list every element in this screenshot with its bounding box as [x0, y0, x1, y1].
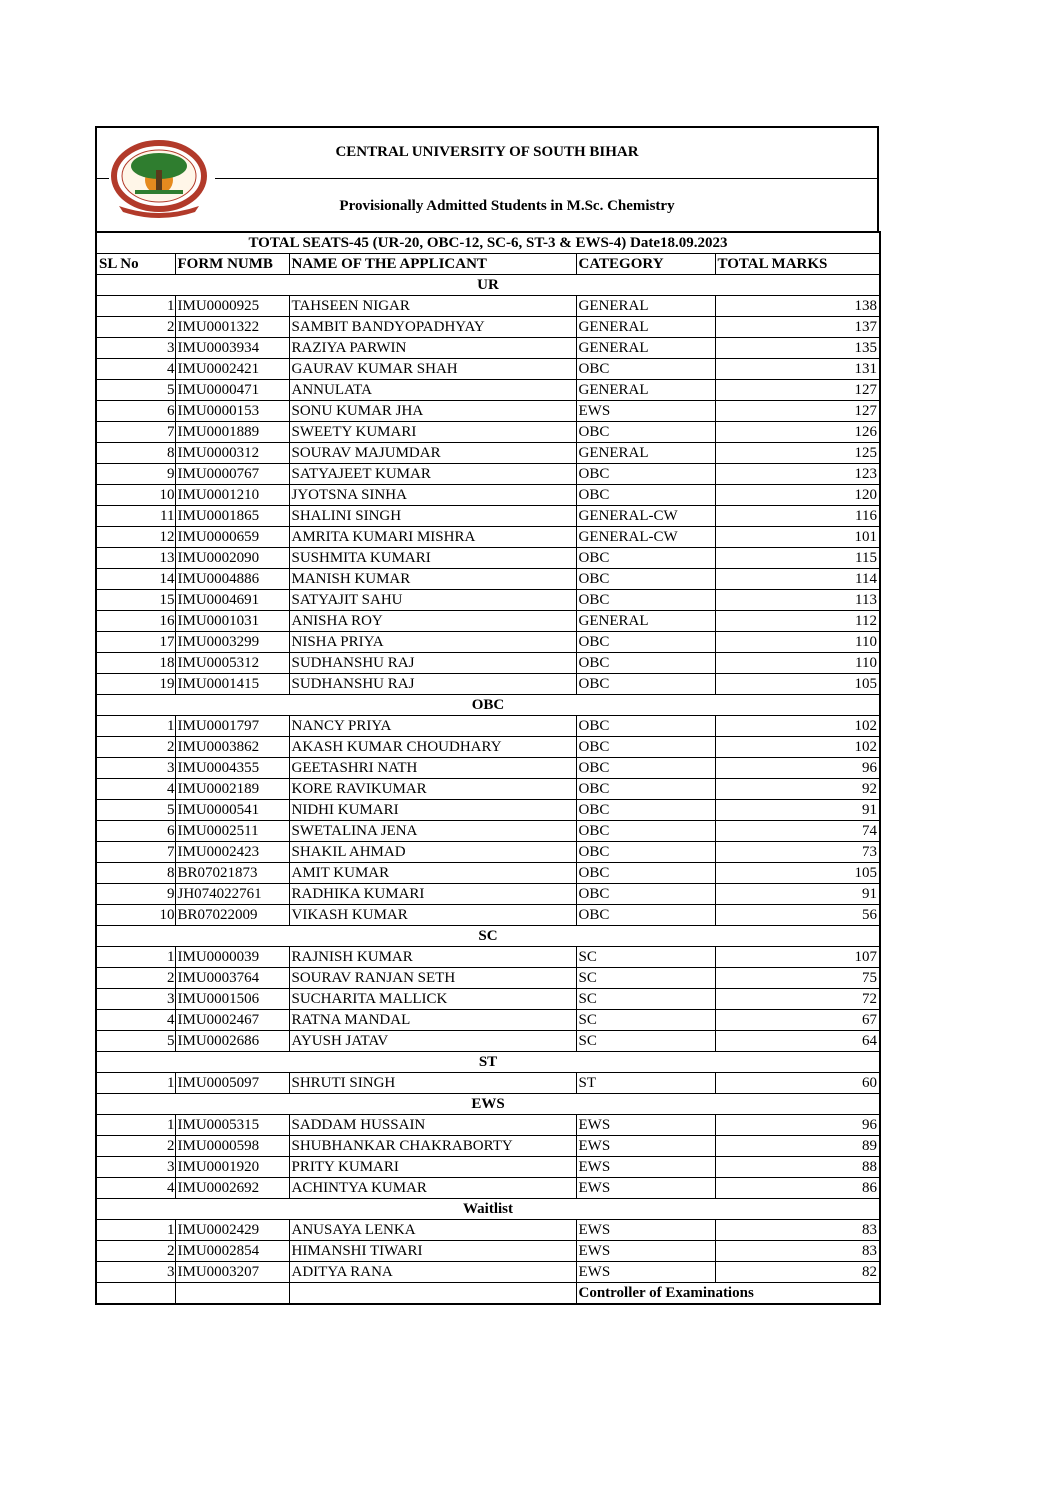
cell-marks: 83 — [715, 1220, 880, 1241]
table-row — [96, 779, 880, 800]
cell-sl: 18 — [96, 653, 175, 674]
cell-form: IMU0001920 — [175, 1157, 289, 1178]
cell-category: GENERAL-CW — [576, 527, 715, 548]
cell-category: OBC — [576, 863, 715, 884]
cell-form: IMU0002429 — [175, 1220, 289, 1241]
cell-marks: 131 — [715, 359, 880, 380]
cell-name: TAHSEEN NIGAR — [289, 296, 576, 317]
section-header-row — [96, 926, 880, 947]
cell-form: IMU0003862 — [175, 737, 289, 758]
cell-category: GENERAL — [576, 296, 715, 317]
cell-name: SUSHMITA KUMARI — [289, 548, 576, 569]
table-row — [96, 527, 880, 548]
cell-marks: 96 — [715, 758, 880, 779]
cell-name: AMRITA KUMARI MISHRA — [289, 527, 576, 548]
cell-name: ANUSAYA LENKA — [289, 1220, 576, 1241]
cell-name: SADDAM HUSSAIN — [289, 1115, 576, 1136]
table-row — [96, 548, 880, 569]
seats-summary-row — [96, 232, 880, 254]
cell-form: IMU0003764 — [175, 968, 289, 989]
table-row — [96, 632, 880, 653]
footer-empty-cell — [96, 1283, 175, 1305]
cell-category: GENERAL — [576, 338, 715, 359]
cell-form: IMU0001797 — [175, 716, 289, 737]
table-row — [96, 338, 880, 359]
cell-form: IMU0000312 — [175, 443, 289, 464]
cell-marks: 60 — [715, 1073, 880, 1094]
section-header-row — [96, 275, 880, 296]
admission-table — [95, 231, 881, 1305]
cell-form: IMU0000471 — [175, 380, 289, 401]
cell-sl: 8 — [96, 443, 175, 464]
table-row — [96, 758, 880, 779]
cell-sl: 19 — [96, 674, 175, 695]
cell-name: AYUSH JATAV — [289, 1031, 576, 1052]
table-row — [96, 422, 880, 443]
cell-name: SHUBHANKAR CHAKRABORTY — [289, 1136, 576, 1157]
cell-marks: 101 — [715, 527, 880, 548]
cell-category: OBC — [576, 716, 715, 737]
cell-sl: 1 — [96, 1073, 175, 1094]
cell-form: IMU0000925 — [175, 296, 289, 317]
cell-marks: 125 — [715, 443, 880, 464]
cell-sl: 5 — [96, 800, 175, 821]
cell-form: IMU0003299 — [175, 632, 289, 653]
table-row — [96, 1178, 880, 1199]
section-header-row — [96, 1199, 880, 1220]
section-title: OBC — [96, 695, 880, 716]
cell-form: IMU0000767 — [175, 464, 289, 485]
cell-form: IMU0001322 — [175, 317, 289, 338]
cell-sl: 10 — [96, 905, 175, 926]
cell-name: JYOTSNA SINHA — [289, 485, 576, 506]
cell-category: SC — [576, 989, 715, 1010]
table-row — [96, 569, 880, 590]
cell-category: OBC — [576, 737, 715, 758]
cell-marks: 88 — [715, 1157, 880, 1178]
footer-empty-cell — [175, 1283, 289, 1305]
cell-form: IMU0005097 — [175, 1073, 289, 1094]
table-row — [96, 821, 880, 842]
cell-sl: 9 — [96, 464, 175, 485]
cell-form: IMU0000541 — [175, 800, 289, 821]
cell-name: SHAKIL AHMAD — [289, 842, 576, 863]
cell-marks: 73 — [715, 842, 880, 863]
cell-category: OBC — [576, 905, 715, 926]
document-header — [95, 126, 879, 231]
cell-marks: 105 — [715, 863, 880, 884]
cell-name: SUDHANSHU RAJ — [289, 653, 576, 674]
header-divider — [215, 178, 877, 179]
cell-sl: 2 — [96, 968, 175, 989]
cell-sl: 4 — [96, 359, 175, 380]
cell-marks: 67 — [715, 1010, 880, 1031]
cell-category: OBC — [576, 674, 715, 695]
column-header-category: CATEGORY — [576, 254, 715, 275]
cell-form: IMU0001415 — [175, 674, 289, 695]
table-row — [96, 800, 880, 821]
cell-marks: 107 — [715, 947, 880, 968]
cell-sl: 2 — [96, 1136, 175, 1157]
cell-form: IMU0004355 — [175, 758, 289, 779]
table-row — [96, 485, 880, 506]
table-row — [96, 674, 880, 695]
cell-category: OBC — [576, 632, 715, 653]
cell-marks: 110 — [715, 632, 880, 653]
section-header-row — [96, 1052, 880, 1073]
cell-form: IMU0002511 — [175, 821, 289, 842]
cell-category: OBC — [576, 359, 715, 380]
cell-name: RADHIKA KUMARI — [289, 884, 576, 905]
table-row — [96, 989, 880, 1010]
cell-form: IMU0002189 — [175, 779, 289, 800]
cell-category: SC — [576, 968, 715, 989]
cell-category: SC — [576, 947, 715, 968]
table-row — [96, 1262, 880, 1283]
cell-form: IMU0000659 — [175, 527, 289, 548]
cell-category: GENERAL-CW — [576, 506, 715, 527]
cell-form: IMU0000153 — [175, 401, 289, 422]
cell-form: IMU0004886 — [175, 569, 289, 590]
cell-marks: 89 — [715, 1136, 880, 1157]
cell-name: SAMBIT BANDYOPADHYAY — [289, 317, 576, 338]
signature-label: Controller of Examinations — [576, 1283, 880, 1305]
cell-marks: 75 — [715, 968, 880, 989]
table-row — [96, 905, 880, 926]
cell-form: IMU0001889 — [175, 422, 289, 443]
cell-marks: 138 — [715, 296, 880, 317]
cell-marks: 120 — [715, 485, 880, 506]
cell-category: OBC — [576, 758, 715, 779]
cell-form: IMU0004691 — [175, 590, 289, 611]
cell-form: IMU0002090 — [175, 548, 289, 569]
cell-category: OBC — [576, 569, 715, 590]
cell-sl: 8 — [96, 863, 175, 884]
table-row — [96, 716, 880, 737]
cell-sl: 14 — [96, 569, 175, 590]
cell-form: JH074022761 — [175, 884, 289, 905]
cell-marks: 127 — [715, 401, 880, 422]
cell-category: EWS — [576, 1136, 715, 1157]
cell-name: ANISHA ROY — [289, 611, 576, 632]
cell-sl: 5 — [96, 1031, 175, 1052]
cell-marks: 102 — [715, 737, 880, 758]
cell-form: IMU0002692 — [175, 1178, 289, 1199]
cell-sl: 3 — [96, 758, 175, 779]
cell-sl: 1 — [96, 947, 175, 968]
cell-category: OBC — [576, 842, 715, 863]
table-row — [96, 842, 880, 863]
university-title: CENTRAL UNIVERSITY OF SOUTH BIHAR — [335, 144, 639, 160]
cell-name: ADITYA RANA — [289, 1262, 576, 1283]
table-row — [96, 968, 880, 989]
cell-form: IMU0001865 — [175, 506, 289, 527]
cell-name: SOURAV MAJUMDAR — [289, 443, 576, 464]
cell-category: EWS — [576, 1262, 715, 1283]
cell-sl: 3 — [96, 1262, 175, 1283]
cell-sl: 7 — [96, 842, 175, 863]
cell-marks: 135 — [715, 338, 880, 359]
seats-summary: TOTAL SEATS-45 (UR-20, OBC-12, SC-6, ST-3 & EWS-4) Date18.09.2023 — [96, 232, 880, 254]
table-row — [96, 380, 880, 401]
cell-marks: 91 — [715, 884, 880, 905]
cell-name: SATYAJEET KUMAR — [289, 464, 576, 485]
cell-marks: 72 — [715, 989, 880, 1010]
cell-sl: 13 — [96, 548, 175, 569]
cell-sl: 17 — [96, 632, 175, 653]
table-row — [96, 884, 880, 905]
cell-name: KORE RAVIKUMAR — [289, 779, 576, 800]
cell-form: BR07021873 — [175, 863, 289, 884]
cell-category: OBC — [576, 653, 715, 674]
table-row — [96, 737, 880, 758]
table-row — [96, 1220, 880, 1241]
cell-category: OBC — [576, 779, 715, 800]
table-row — [96, 401, 880, 422]
column-header-name: NAME OF THE APPLICANT — [289, 254, 576, 275]
cell-name: ANNULATA — [289, 380, 576, 401]
cell-form: IMU0002423 — [175, 842, 289, 863]
footer-row — [96, 1283, 880, 1305]
footer-empty-cell — [289, 1283, 576, 1305]
cell-marks: 114 — [715, 569, 880, 590]
cell-sl: 4 — [96, 1178, 175, 1199]
cell-name: RATNA MANDAL — [289, 1010, 576, 1031]
cell-name: ACHINTYA KUMAR — [289, 1178, 576, 1199]
cell-category: GENERAL — [576, 443, 715, 464]
cell-marks: 127 — [715, 380, 880, 401]
cell-sl: 11 — [96, 506, 175, 527]
cell-name: PRITY KUMARI — [289, 1157, 576, 1178]
cell-category: OBC — [576, 821, 715, 842]
table-row — [96, 653, 880, 674]
table-row — [96, 590, 880, 611]
column-header-sl: SL No — [96, 254, 175, 275]
table-row — [96, 947, 880, 968]
cell-marks: 102 — [715, 716, 880, 737]
cell-category: SC — [576, 1010, 715, 1031]
cell-marks: 74 — [715, 821, 880, 842]
cell-name: AMIT KUMAR — [289, 863, 576, 884]
cell-form: IMU0005312 — [175, 653, 289, 674]
cell-category: OBC — [576, 590, 715, 611]
cell-sl: 2 — [96, 737, 175, 758]
cell-name: VIKASH KUMAR — [289, 905, 576, 926]
cell-name: SWEETY KUMARI — [289, 422, 576, 443]
cell-sl: 3 — [96, 1157, 175, 1178]
table-row — [96, 863, 880, 884]
table-row — [96, 611, 880, 632]
admission-list-sheet — [95, 126, 879, 1305]
cell-marks: 91 — [715, 800, 880, 821]
cell-sl: 15 — [96, 590, 175, 611]
cell-marks: 82 — [715, 1262, 880, 1283]
cell-marks: 112 — [715, 611, 880, 632]
cell-name: SATYAJIT SAHU — [289, 590, 576, 611]
cell-marks: 83 — [715, 1241, 880, 1262]
cell-name: SOURAV RANJAN SETH — [289, 968, 576, 989]
cell-form: IMU0001031 — [175, 611, 289, 632]
cell-name: GAURAV KUMAR SHAH — [289, 359, 576, 380]
cell-sl: 1 — [96, 716, 175, 737]
cell-name: MANISH KUMAR — [289, 569, 576, 590]
cell-marks: 116 — [715, 506, 880, 527]
table-row — [96, 1115, 880, 1136]
section-header-row — [96, 695, 880, 716]
table-row — [96, 1010, 880, 1031]
cell-marks: 115 — [715, 548, 880, 569]
cell-category: EWS — [576, 1178, 715, 1199]
cell-sl: 3 — [96, 989, 175, 1010]
section-title: UR — [96, 275, 880, 296]
cell-name: NISHA PRIYA — [289, 632, 576, 653]
cell-sl: 12 — [96, 527, 175, 548]
cell-form: IMU0000598 — [175, 1136, 289, 1157]
cell-category: GENERAL — [576, 317, 715, 338]
cell-name: RAZIYA PARWIN — [289, 338, 576, 359]
cell-marks: 96 — [715, 1115, 880, 1136]
cell-sl: 3 — [96, 338, 175, 359]
section-header-row — [96, 1094, 880, 1115]
cell-name: HIMANSHI TIWARI — [289, 1241, 576, 1262]
cell-category: ST — [576, 1073, 715, 1094]
table-row — [96, 1073, 880, 1094]
cell-category: SC — [576, 1031, 715, 1052]
cell-marks: 110 — [715, 653, 880, 674]
cell-name: SHRUTI SINGH — [289, 1073, 576, 1094]
cell-category: OBC — [576, 884, 715, 905]
column-header-form: FORM NUMB — [175, 254, 289, 275]
cell-sl: 9 — [96, 884, 175, 905]
cell-marks: 113 — [715, 590, 880, 611]
cell-category: EWS — [576, 1157, 715, 1178]
table-row — [96, 296, 880, 317]
table-row — [96, 1157, 880, 1178]
cell-sl: 16 — [96, 611, 175, 632]
cell-name: SUCHARITA MALLICK — [289, 989, 576, 1010]
cell-category: OBC — [576, 800, 715, 821]
cell-sl: 7 — [96, 422, 175, 443]
cell-category: GENERAL — [576, 611, 715, 632]
cell-form: IMU0001210 — [175, 485, 289, 506]
cell-name: AKASH KUMAR CHOUDHARY — [289, 737, 576, 758]
column-header-marks: TOTAL MARKS — [715, 254, 880, 275]
cell-sl: 4 — [96, 779, 175, 800]
cell-category: OBC — [576, 464, 715, 485]
table-row — [96, 464, 880, 485]
table-row — [96, 506, 880, 527]
table-row — [96, 1136, 880, 1157]
cell-marks: 92 — [715, 779, 880, 800]
cell-name: RAJNISH KUMAR — [289, 947, 576, 968]
cell-sl: 6 — [96, 821, 175, 842]
cell-sl: 1 — [96, 296, 175, 317]
cell-sl: 1 — [96, 1220, 175, 1241]
cell-category: OBC — [576, 548, 715, 569]
cell-form: IMU0002467 — [175, 1010, 289, 1031]
cell-name: SUDHANSHU RAJ — [289, 674, 576, 695]
cell-sl: 2 — [96, 317, 175, 338]
cell-form: IMU0003207 — [175, 1262, 289, 1283]
cell-form: IMU0002421 — [175, 359, 289, 380]
cell-marks: 105 — [715, 674, 880, 695]
cell-form: IMU0002686 — [175, 1031, 289, 1052]
cell-category: GENERAL — [576, 380, 715, 401]
cell-category: EWS — [576, 401, 715, 422]
cell-marks: 56 — [715, 905, 880, 926]
document-subtitle: Provisionally Admitted Students in M.Sc. Chemistry — [339, 198, 675, 214]
table-row — [96, 359, 880, 380]
section-title: ST — [96, 1052, 880, 1073]
cell-name: SONU KUMAR JHA — [289, 401, 576, 422]
cell-name: NIDHI KUMARI — [289, 800, 576, 821]
table-row — [96, 317, 880, 338]
cell-category: OBC — [576, 485, 715, 506]
cell-sl: 4 — [96, 1010, 175, 1031]
cell-category: OBC — [576, 422, 715, 443]
cell-sl: 1 — [96, 1115, 175, 1136]
cell-name: NANCY PRIYA — [289, 716, 576, 737]
cell-marks: 123 — [715, 464, 880, 485]
section-title: Waitlist — [96, 1199, 880, 1220]
cell-sl: 2 — [96, 1241, 175, 1262]
cell-sl: 6 — [96, 401, 175, 422]
cell-form: IMU0003934 — [175, 338, 289, 359]
cell-marks: 126 — [715, 422, 880, 443]
table-row — [96, 443, 880, 464]
cell-name: SHALINI SINGH — [289, 506, 576, 527]
cell-marks: 64 — [715, 1031, 880, 1052]
header-divider-left — [97, 178, 109, 179]
cell-form: IMU0002854 — [175, 1241, 289, 1262]
section-title: EWS — [96, 1094, 880, 1115]
cell-sl: 5 — [96, 380, 175, 401]
section-title: SC — [96, 926, 880, 947]
cell-form: IMU0005315 — [175, 1115, 289, 1136]
cell-form: BR07022009 — [175, 905, 289, 926]
table-row — [96, 1031, 880, 1052]
cell-marks: 86 — [715, 1178, 880, 1199]
cell-category: EWS — [576, 1115, 715, 1136]
column-header-row — [96, 254, 880, 275]
cell-form: IMU0001506 — [175, 989, 289, 1010]
table-row — [96, 1241, 880, 1262]
cell-name: GEETASHRI NATH — [289, 758, 576, 779]
cell-category: EWS — [576, 1241, 715, 1262]
cell-name: SWETALINA JENA — [289, 821, 576, 842]
cell-category: EWS — [576, 1220, 715, 1241]
cell-form: IMU0000039 — [175, 947, 289, 968]
cell-marks: 137 — [715, 317, 880, 338]
cell-sl: 10 — [96, 485, 175, 506]
